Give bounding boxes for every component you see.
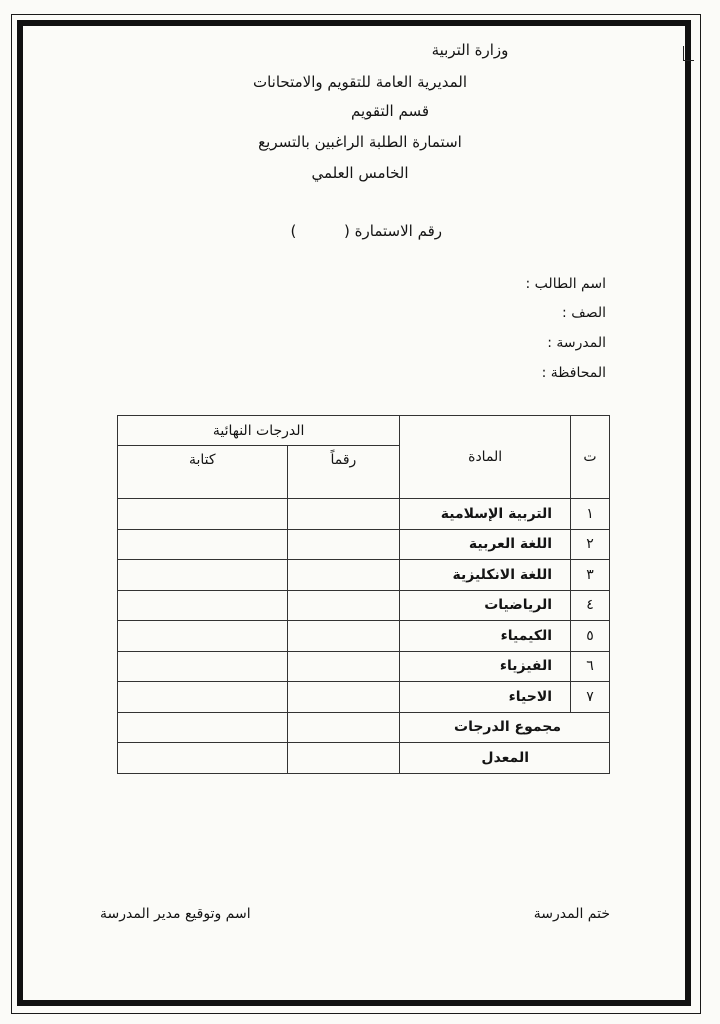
principal-signature-label: اسم وتوقيع مدير المدرسة: [100, 906, 251, 922]
grade-digits-cell[interactable]: [287, 499, 400, 530]
row-number: ٦: [571, 651, 610, 682]
row-number: ٥: [571, 621, 610, 652]
row-number: ١: [571, 499, 610, 530]
average-words-cell[interactable]: [118, 743, 288, 774]
grade-words-cell[interactable]: [118, 529, 288, 560]
col-header-digits: رقماً: [287, 446, 400, 499]
grade-digits-cell[interactable]: [287, 560, 400, 591]
grade-words-cell[interactable]: [118, 651, 288, 682]
governorate-label: المحافظة :: [541, 365, 606, 381]
table-row: [118, 529, 610, 560]
grades-table: [117, 415, 610, 774]
row-subject: التربية الإسلامية: [400, 499, 571, 530]
table-header-row: [118, 416, 610, 446]
grade-words-cell[interactable]: [118, 560, 288, 591]
row-subject: الرياضيات: [400, 590, 571, 621]
table-row: [118, 560, 610, 591]
form-number: رقم الاستمارة ( ): [290, 222, 442, 240]
department-name: قسم التقويم: [350, 102, 430, 120]
form-title: استمارة الطلبة الراغبين بالتسريع: [258, 133, 462, 151]
row-subject: الفيزياء: [400, 651, 571, 682]
school-stamp-label: ختم المدرسة: [533, 906, 610, 922]
grade-words-cell[interactable]: [118, 682, 288, 713]
table-row: [118, 621, 610, 652]
table-row: [118, 651, 610, 682]
col-header-number: ت: [571, 416, 610, 499]
row-number: ٢: [571, 529, 610, 560]
row-number: ٣: [571, 560, 610, 591]
col-header-words: كتابة: [118, 446, 288, 499]
col-header-subject: المادة: [400, 416, 571, 499]
student-name-label: اسم الطالب :: [525, 276, 606, 292]
grade-level: الخامس العلمي: [311, 164, 409, 182]
average-row: [118, 743, 610, 774]
grade-digits-cell[interactable]: [287, 651, 400, 682]
row-subject: الكيمياء: [400, 621, 571, 652]
grade-words-cell[interactable]: [118, 499, 288, 530]
col-header-final-grades: الدرجات النهائية: [118, 416, 400, 446]
table-row: [118, 590, 610, 621]
school-label: المدرسة :: [547, 335, 606, 351]
grade-digits-cell[interactable]: [287, 682, 400, 713]
average-label: المعدل: [400, 743, 610, 774]
total-label: مجموع الدرجات: [400, 712, 610, 743]
total-words-cell[interactable]: [118, 712, 288, 743]
directorate-name: المديرية العامة للتقويم والامتحانات: [252, 73, 468, 91]
grade-digits-cell[interactable]: [287, 529, 400, 560]
table-row: [118, 682, 610, 713]
table-row: [118, 499, 610, 530]
total-digits-cell[interactable]: [287, 712, 400, 743]
row-subject: اللغة الانكليزية: [400, 560, 571, 591]
class-label: الصف :: [562, 305, 606, 321]
grade-words-cell[interactable]: [118, 621, 288, 652]
row-subject: اللغة العربية: [400, 529, 571, 560]
ministry-name: وزارة التربية: [431, 41, 509, 59]
average-digits-cell[interactable]: [287, 743, 400, 774]
grade-words-cell[interactable]: [118, 590, 288, 621]
row-number: ٧: [571, 682, 610, 713]
row-number: ٤: [571, 590, 610, 621]
row-subject: الاحياء: [400, 682, 571, 713]
total-row: [118, 712, 610, 743]
grade-digits-cell[interactable]: [287, 621, 400, 652]
grade-digits-cell[interactable]: [287, 590, 400, 621]
